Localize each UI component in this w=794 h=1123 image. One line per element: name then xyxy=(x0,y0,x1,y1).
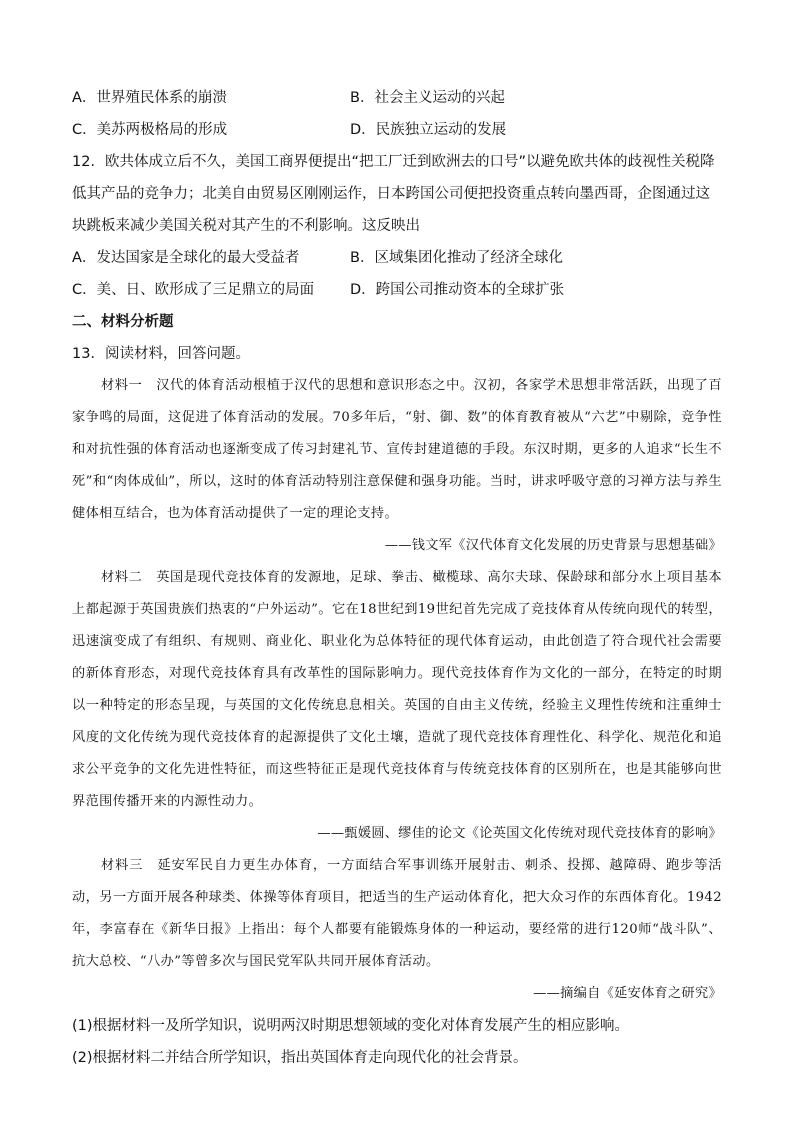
q13-stem: 13．阅读材料，回答问题。 xyxy=(72,346,250,362)
q12-option-a: A．发达国家是全球化的最大受益者 xyxy=(72,250,300,266)
q12-options-row-2 xyxy=(72,274,722,306)
material-1-source: ——钱文军《汉代体育文化发展的历史背景与思想基础》 xyxy=(384,538,722,553)
section-title: 二、材料分析题 xyxy=(72,314,174,330)
q11-options-row-1 xyxy=(72,82,722,114)
q11-option-c: C．美苏两极格局的形成 xyxy=(72,122,228,138)
material-3-source: ——摘编自《延安体育之研究》 xyxy=(533,986,722,1001)
material-3: 材料三 延安军民自力更生办体育，一方面结合军事训练开展射击、刺杀、投掷、越障碍、跑步等活动，另一方面开展各种球类、体操等体育项目，把适当的生产运动体育化，把大众习作的东西体育化。1942年，李富春在《新华日报》上指出：每个人都要有能锻炼身体的一种运动，要经常的进行120师“战斗队”、抗大总校、“八办”等曾多次与国民党军队共同开展体育活动。 xyxy=(72,858,722,969)
q11-option-a: A．世界殖民体系的崩溃 xyxy=(72,90,227,106)
material-1: 材料一 汉代的体育活动根植于汉代的思想和意识形态之中。汉初，各家学术思想非常活跃，出现了百家争鸣的局面，这促进了体育活动的发展。70多年后，“射、御、数”的体育教育被从“六艺”中剔除，竞争性和对抗性强的体育活动也逐渐变成了传习封建礼节、宣传封建道德的手段。东汉时期，更多的人追求“长生不死”和“肉体成仙”，所以，这时的体育活动特别注意保健和强身功能。当时，讲求呼吸守意的习禅方法与养生健体相互结合，也为体育活动提供了一定的理论支持。 xyxy=(72,378,722,521)
material-2-source: ——甄媛圆、缪佳的论文《论英国文化传统对现代竞技体育的影响》 xyxy=(317,826,722,841)
q11-option-d: D．民族独立运动的发展 xyxy=(350,122,507,138)
q13-subquestion-1: (1)根据材料一及所学知识，说明两汉时期思想领域的变化对体育发展产生的相应影响。 xyxy=(72,1018,630,1034)
q12-options-row-1 xyxy=(72,242,722,274)
q13-subquestion-2: (2)根据材料二并结合所学知识，指出英国体育走向现代化的社会背景。 xyxy=(72,1050,528,1066)
material-2: 材料二 英国是现代竞技体育的发源地，足球、拳击、橄榄球、高尔夫球、保龄球和部分水上项目基本上都起源于英国贵族们热衷的“户外运动”。它在18世纪到19世纪首先完成了竞技体育从传统向现代的转型，迅速演变成了有组织、有规则、商业化、职业化为总体特征的现代体育运动，由此创造了符合现代社会需要的新体育形态，对现代竞技体育具有改革性的国际影响力。现代竞技体育作为文化的一部分，在特定的时期以一种特定的形态呈现，与英国的文化传统息息相关。英国的自由主义传统，经验主义理性传统和注重绅士风度的文化传统为现代竞技体育的起源提供了文化土壤，造就了现代竞技体育理性化、科学化、规范化和追求公平竞争的文化先进性特征，而这些特征正是现代竞技体育与传统竞技体育的区别所在，也是其能够向世界范围传播开来的内源性动力。 xyxy=(72,570,722,809)
q12-stem: 12．欧共体成立后不久，美国工商界便提出“把工厂迁到欧洲去的口号”以避免欧共体的歧视性关税降低其产品的竞争力；北美自由贸易区刚刚运作，日本跨国公司便把投资重点转向墨西哥，企图通过这块跳板来减少美国关税对其产生的不利影响。这反映出 xyxy=(72,154,715,234)
q11-option-b: B．社会主义运动的兴起 xyxy=(350,90,505,106)
q12-option-d: D．跨国公司推动资本的全球扩张 xyxy=(350,282,565,298)
q12-option-c: C．美、日、欧形成了三足鼎立的局面 xyxy=(72,282,315,298)
q11-options-row-2 xyxy=(72,114,722,146)
q12-option-b: B．区域集团化推动了经济全球化 xyxy=(350,250,563,266)
